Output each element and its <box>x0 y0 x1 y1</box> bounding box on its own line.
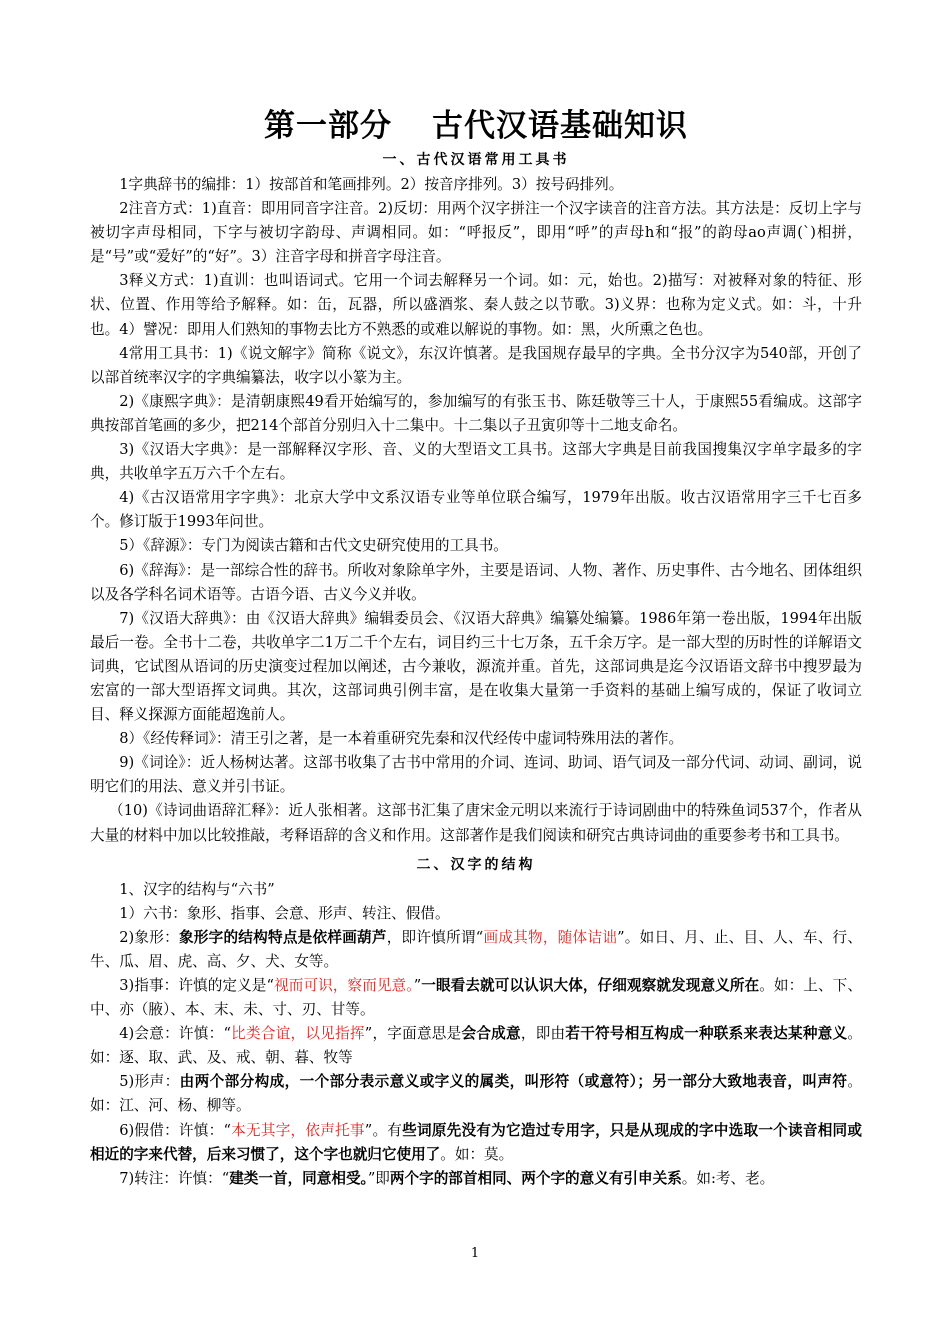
text-run: ” <box>413 977 422 994</box>
text-run: 。如：上、下、中、亦（腋）、本、末、未、寸、刃、甘等。 <box>90 977 862 1019</box>
paragraph: 4常用工具书：1)《说文解字》简称《说文》，东汉许慎著。是我国规存最早的字典。全书分汉字为540部，开创了以部首统率汉字的字典编纂法，收字以小篆为主。 <box>90 344 862 386</box>
bold-run: 由两个部分构成，一个部分表示意义或字义的属类，叫形符（或意符）；另一部分大致地表音，叫声符 <box>179 1073 848 1091</box>
bold-run: 会合成意 <box>461 1025 521 1043</box>
text-run: 6)假借：许慎：“ <box>119 1121 231 1139</box>
paragraph: 9)《词诠》：近人杨树达著。这部书收集了古书中常用的介词、连词、助词、语气词及一部分代词、动词、副词，说明它们的用法、意义并引书证。 <box>90 754 862 796</box>
text-run: 2)象形： <box>119 928 179 946</box>
paragraph-xiangxing <box>90 926 862 974</box>
text-run: 。如：莫。 <box>440 1145 514 1163</box>
section-heading-tools: 一、古代汉语常用工具书 <box>382 152 570 168</box>
text-run: 4)会意：许慎：“ <box>119 1025 231 1043</box>
paragraph: 3)《汉语大字典》：是一部解释汉字形、音、义的大型语文工具书。这部大字典是目前我国搜集汉字单字最多的字典，共收单字五万六千个左右。 <box>90 441 862 483</box>
text-run: 3)指事：许慎的定义是“ <box>119 977 274 994</box>
bold-run: 两个字的部首相同、两个字的意义有引申关系 <box>389 1169 682 1187</box>
paragraph: 1）六书：象形、指事、会意、形声、转注、假借。 <box>119 904 450 922</box>
text-run: 7)转注：许慎：“ <box>119 1169 230 1187</box>
paragraph-zhishi <box>90 974 862 1022</box>
paragraph: 1字典辞书的编排：1）按部首和笔画排列。2）按音序排列。3）按号码排列。 <box>119 176 624 193</box>
paragraph: 3释义方式：1)直训：也叫语词式。它用一个词去解释另一个词。如：元，始也。2)描写：对被释对象的特征、形状、位置、作用等给予解释。如：缶，瓦器，所以盛酒浆、秦人鼓之以节歌。3)义界：也称为定义式。如：斗，十升也。4）譬况：即用人们熟知的事物去比方不熟悉的或难以解说的事物。如：黑，火所熏之色也。 <box>90 272 862 338</box>
text-run: 5)形声： <box>119 1073 180 1091</box>
text-run: 。如：逐、取、武、及、戒、朝、暮、牧等 <box>90 1025 862 1067</box>
paragraph: （10)《诗词曲语辞汇释》：近人张相著。这部书汇集了唐宋金元明以来流行于诗词剧曲中的特殊鱼词537个，作者从大量的材料中加以比较推敲，考释语辞的含义和作用。这部著作是我们阅读和研究古典诗词曲的重要参考书和工具书。 <box>90 802 862 844</box>
text-run: 。如:考、老。 <box>681 1169 775 1187</box>
text-run: ”。如日、月、止、目、人、车、行、牛、瓜、眉、虎、高、夕、犬、女等。 <box>90 928 862 970</box>
paragraph-zhuanzhu <box>90 1167 862 1191</box>
paragraph-jiajie <box>90 1119 862 1167</box>
bold-run: 些词原先没有为它造过专用字，只是从现成的字中选取一个读音相同或相近的字来代替，后来习惯了，这个字也就归它使用了 <box>90 1121 862 1163</box>
bold-run: 建类一首，同意相受。 <box>229 1169 368 1187</box>
text-run: ”。有 <box>364 1121 403 1139</box>
title-part: 第一部分 <box>264 108 392 144</box>
section-heading-structure: 二、汉字的结构 <box>416 856 536 873</box>
red-quote: 画成其物，随体诘诎 <box>483 928 618 946</box>
text-run: ，即许慎所谓“ <box>386 928 484 946</box>
bold-run: 象形字的结构特点是依样画葫芦 <box>178 928 387 946</box>
text-run: ”即 <box>367 1169 390 1187</box>
title-subject: 古代汉语基础知识 <box>432 108 688 144</box>
text-run: ，即由 <box>520 1025 566 1043</box>
bold-run: 一眼看去就可以认识大体，仔细观察就发现意义所在 <box>421 977 760 994</box>
text-run: ”，字面意思是 <box>364 1025 462 1043</box>
document-page <box>90 100 862 1191</box>
text-run: 。如：江、河、杨、柳等。 <box>90 1073 862 1115</box>
paragraph: 5）《辞源》：专门为阅读古籍和古代文史研究使用的工具书。 <box>119 537 508 555</box>
paragraph: 4)《古汉语常用字字典》：北京大学中文系汉语专业等单位联合编写，1979年出版。收古汉语常用字三千七百多个。修订版于1993年问世。 <box>90 489 862 531</box>
red-quote: 视而可识，察而见意。 <box>273 977 414 994</box>
red-quote: 比类合谊，以见指挥 <box>230 1025 365 1043</box>
paragraph: 6)《辞海》：是一部综合性的辞书。所收对象除单字外，主要是语词、人物、著作、历史事件、古今地名、团体组织以及各学科名词术语等。古语今语、古义今义并收。 <box>90 561 862 603</box>
page-number: 1 <box>470 1246 480 1261</box>
bold-run: 若干符号相互构成一种联系来表达某种意义 <box>565 1025 848 1043</box>
page-title <box>90 100 862 145</box>
paragraph: 8）《经传释词》：清王引之著，是一本着重研究先秦和汉代经传中虚词特殊用法的著作。 <box>119 730 684 748</box>
paragraph: 2)《康熙字典》：是清朝康熙49看开始编写的，参加编写的有张玉书、陈廷敬等三十人，于康熙55看编成。这部字典按部首笔画的多少，把214个部首分别归入十二集中。十二集以子丑寅卯等十二地支命名。 <box>90 392 862 434</box>
red-quote: 本无其字，依声托事 <box>230 1121 365 1139</box>
paragraph: 1、汉字的结构与“六书” <box>119 880 275 898</box>
paragraph: 2注音方式：1)直音：即用同音字注音。2)反切：用两个汉字拼注一个汉字读音的注音方法。其方法是：反切上字与被切字声母相同，下字与被切字韵母、声调相同。如：“呼报反”，即用“呼”的声母h和“报”的韵母ao声调(`)相拼，是“号”或“爱好”的“好”。3）注音字母和拼音字母注音。 <box>90 200 862 266</box>
paragraph-xingsheng <box>90 1070 862 1118</box>
paragraph: 7)《汉语大辞典》：由《汉语大辞典》编辑委员会、《汉语大辞典》编纂处编纂。1986年第一卷出版，1994年出版最后一卷。全书十二卷，共收单字二1万二千个左右，词目约三十七万条，五千余万字。是一部大型的历时性的详解语文词典，它试图从语词的历史演变过程加以阐述，古今兼收，源流并重。首先，这部词典是迄今汉语语文辞书中搜罗最为宏富的一部大型语挥文词典。其次，这部词典引例丰富，是在收集大量第一手资料的基础上编写成的，保证了收词立目、释义探源方面能超逸前人。 <box>90 609 862 724</box>
paragraph-huiyi <box>90 1022 862 1070</box>
